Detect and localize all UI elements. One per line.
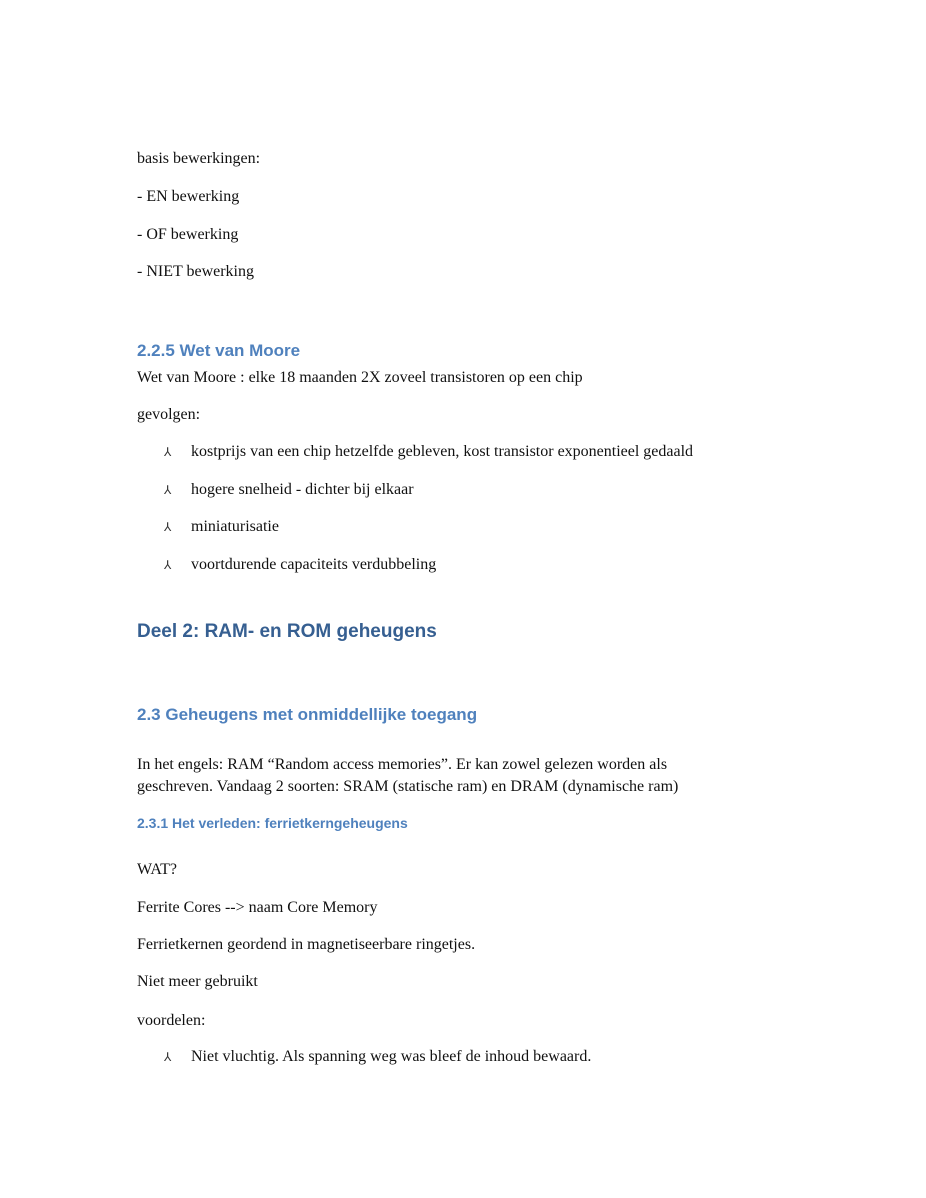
ram-paragraph-line-2: geschreven. Vandaag 2 soorten: SRAM (statische ram) en DRAM (dynamische ram)	[137, 778, 679, 795]
list-item	[164, 1047, 591, 1067]
ferrite-line: Ferrietkernen geordend in magnetiseerbare ringetjes.	[137, 936, 476, 953]
list-item	[164, 442, 693, 462]
list-item-text: Niet vluchtig. Als spanning weg was bleef de inhoud bewaard.	[191, 1048, 592, 1065]
triangle-bullet-icon: ⅄	[164, 445, 172, 459]
intro-item-of: - OF bewerking	[137, 226, 239, 243]
intro-item-en: - EN bewerking	[137, 188, 240, 205]
moore-consequences-label: gevolgen:	[137, 406, 201, 423]
ferrite-line: Niet meer gebruikt	[137, 973, 258, 990]
intro-item-niet: - NIET bewerking	[137, 263, 254, 280]
ferrite-line: Ferrite Cores --> naam Core Memory	[137, 899, 378, 916]
triangle-bullet-icon: ⅄	[164, 1050, 172, 1064]
list-item	[164, 555, 436, 575]
ram-paragraph-line-1: In het engels: RAM “Random access memories”. Er kan zowel gelezen worden als	[137, 756, 668, 773]
part-heading: Deel 2: RAM- en ROM geheugens	[137, 621, 437, 642]
list-item	[164, 480, 414, 500]
list-item-text: miniaturisatie	[191, 518, 279, 535]
ferrite-line: WAT?	[137, 861, 177, 878]
list-item-text: voortdurende capaciteits verdubbeling	[191, 556, 437, 573]
triangle-bullet-icon: ⅄	[164, 558, 172, 572]
subsection-heading-ferrite: 2.3.1 Het verleden: ferrietkerngeheugens	[137, 815, 408, 831]
moore-statement: Wet van Moore : elke 18 maanden 2X zoveel transistoren op een chip	[137, 369, 583, 386]
list-item	[164, 517, 279, 537]
section-heading-moore: 2.2.5 Wet van Moore	[137, 341, 301, 360]
section-heading-ram: 2.3 Geheugens met onmiddellijke toegang	[137, 705, 478, 724]
list-item-text: kostprijs van een chip hetzelfde gebleven, kost transistor exponentieel gedaald	[191, 443, 694, 460]
ferrite-advantages-label: voordelen:	[137, 1012, 206, 1029]
list-item-text: hogere snelheid - dichter bij elkaar	[191, 481, 414, 498]
triangle-bullet-icon: ⅄	[164, 483, 172, 497]
triangle-bullet-icon: ⅄	[164, 520, 172, 534]
intro-label: basis bewerkingen:	[137, 150, 261, 167]
